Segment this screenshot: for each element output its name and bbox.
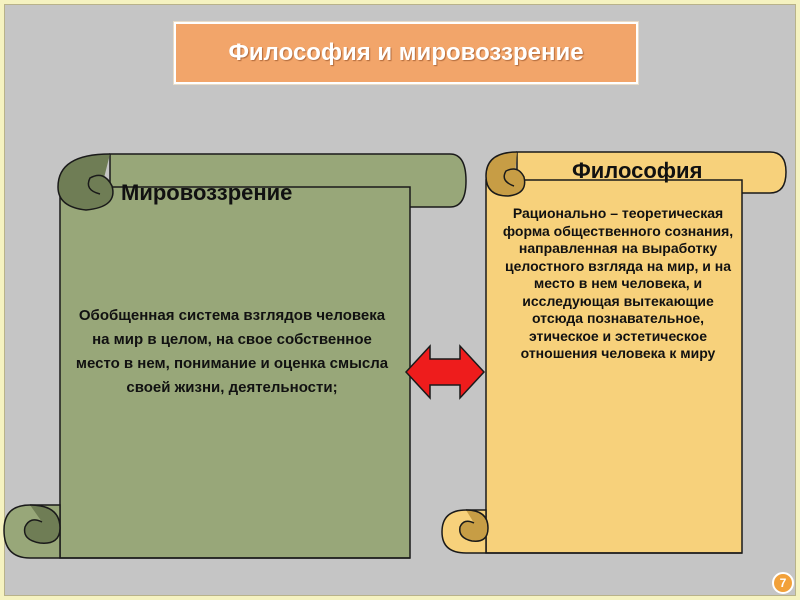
right-scroll-heading: Философия [572,158,703,183]
left-scroll-heading: Мировоззрение [121,180,293,205]
left-scroll-top-curl [58,154,113,210]
slide-title: Философия и мировоззрение [228,39,584,66]
double-arrow-icon [406,346,484,398]
left-scroll-text: Обобщенная система взглядов человека на мир в целом, на свое собственное место в нем, понимание и оценка смысла своей жизни, деятельности; [75,307,389,396]
right-scroll-text: Рационально – теоретическая форма общественного сознания, направленная на выработку целостного взгляда на мир, и на место в нем человека, и исследующая вытекающие отсюда познавательное, этическое и эстетическое отношения человека к миру [502,205,734,361]
page-number-badge: 7 [772,572,794,594]
